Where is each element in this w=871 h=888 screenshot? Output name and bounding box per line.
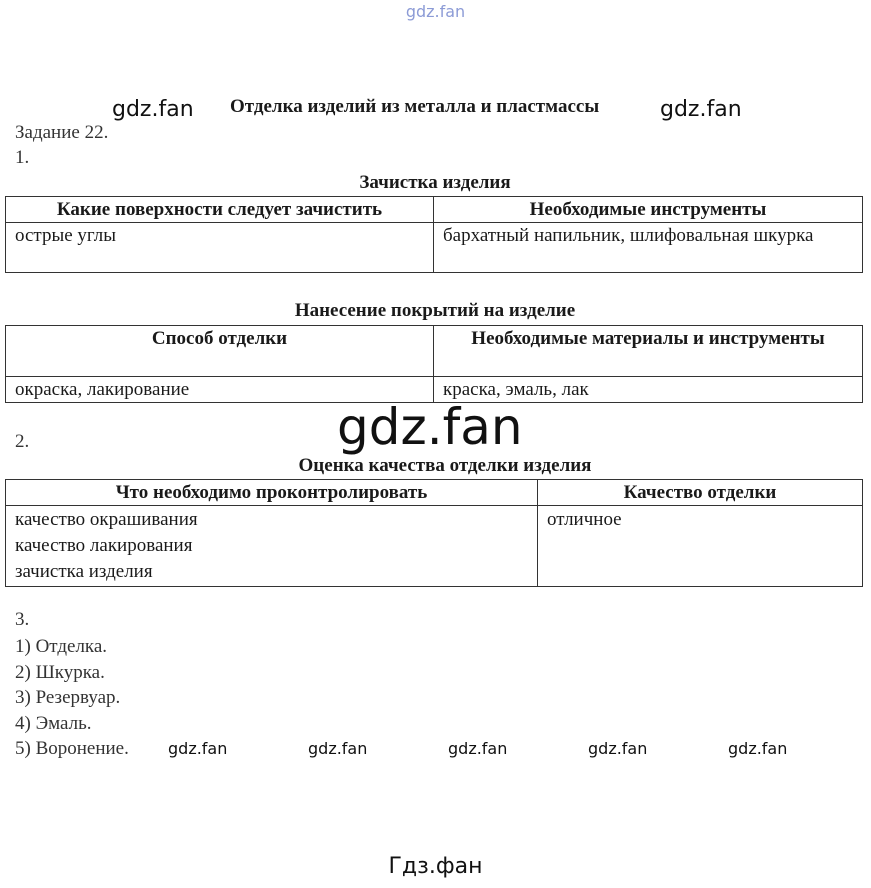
watermark-top: gdz.fan bbox=[405, 2, 466, 21]
table-header-cell: Способ отделки bbox=[6, 326, 434, 377]
table-header-cell: Необходимые инструменты bbox=[434, 197, 863, 223]
table-cell: острые углы bbox=[6, 223, 434, 273]
list-item: 2) Шкурка. bbox=[15, 661, 105, 683]
table3-caption: Оценка качества отделки изделия bbox=[298, 455, 592, 476]
table1-caption: Зачистка изделия bbox=[359, 172, 511, 193]
cleaning-table bbox=[5, 196, 863, 273]
task-label: Задание 22. bbox=[15, 122, 109, 143]
part3-number: 3. bbox=[15, 609, 30, 630]
watermark-row-item: gdz.fan bbox=[448, 739, 508, 758]
list-item: 5) Воронение. bbox=[15, 738, 129, 759]
quality-table bbox=[5, 479, 863, 587]
table-cell bbox=[6, 506, 538, 587]
list-item: зачистка изделия bbox=[15, 561, 153, 582]
list-item: качество окрашивания bbox=[15, 509, 198, 530]
table-cell: бархатный напильник, шлифовальная шкурка bbox=[434, 223, 863, 273]
watermark-header-right: gdz.fan bbox=[660, 97, 742, 122]
answers-list bbox=[15, 634, 129, 762]
table-header-row bbox=[6, 326, 863, 377]
part1-number: 1. bbox=[15, 147, 30, 168]
page-title: Отделка изделий из металла и пластмассы bbox=[230, 96, 600, 117]
table-header-cell: Качество отделки bbox=[538, 480, 863, 506]
table-header-cell: Что необходимо проконтролировать bbox=[6, 480, 538, 506]
watermark-header-left: gdz.fan bbox=[112, 97, 194, 122]
table-row bbox=[6, 506, 863, 587]
table-cell: отличное bbox=[538, 506, 863, 587]
watermark-row-item: gdz.fan bbox=[308, 739, 368, 758]
table-header-row bbox=[6, 480, 863, 506]
list-item: 3) Резервуар. bbox=[15, 687, 121, 708]
list-item: 1) Отделка. bbox=[15, 636, 108, 657]
watermark-row-item: gdz.fan bbox=[168, 739, 228, 758]
table-header-cell: Необходимые материалы и инструменты bbox=[434, 326, 863, 377]
list-item: 4) Эмаль. bbox=[15, 712, 92, 734]
watermark-row-item: gdz.fan bbox=[728, 739, 788, 758]
table-cell: окраска, лакирование bbox=[6, 377, 434, 403]
table-header-cell: Какие поверхности следует зачистить bbox=[6, 197, 434, 223]
list-item: качество лакирования bbox=[15, 535, 193, 556]
watermark-row-item: gdz.fan bbox=[588, 739, 648, 758]
table2-caption: Нанесение покрытий на изделие bbox=[294, 300, 576, 321]
table-row bbox=[6, 223, 863, 273]
table-header-row bbox=[6, 197, 863, 223]
coating-table bbox=[5, 325, 863, 403]
watermark-bottom: Гдз.фан bbox=[388, 854, 483, 879]
table-cell: краска, эмаль, лак bbox=[434, 377, 863, 403]
watermark-center: gdz.fan bbox=[337, 398, 523, 456]
part2-number: 2. bbox=[15, 431, 30, 452]
